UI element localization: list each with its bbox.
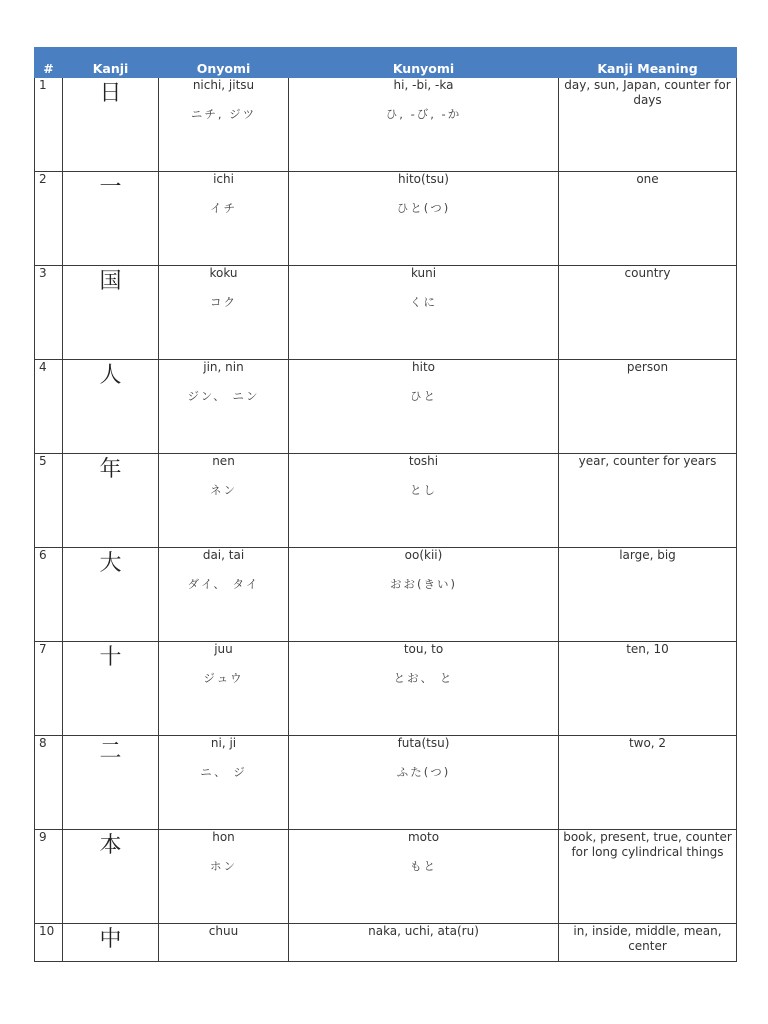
kanji-character: 大	[63, 548, 159, 642]
table-row	[35, 736, 737, 830]
kunyomi-kana: ひと(つ)	[396, 201, 451, 215]
header-number: #	[35, 48, 63, 78]
meaning-cell: country	[559, 266, 737, 360]
kunyomi-romaji: kuni	[410, 266, 437, 280]
kanji-character: 本	[63, 830, 159, 924]
kanji-character: 国	[63, 266, 159, 360]
onyomi-cell	[159, 736, 289, 830]
kunyomi-kana: もと	[410, 859, 437, 873]
row-number: 3	[35, 266, 63, 360]
row-number: 2	[35, 172, 63, 266]
kunyomi-kana: とし	[410, 483, 437, 497]
onyomi-romaji: jin, nin	[203, 360, 244, 374]
kunyomi-cell	[289, 360, 559, 454]
onyomi-kana: ジュウ	[203, 671, 244, 685]
onyomi-cell	[159, 78, 289, 172]
kunyomi-kana: おお(きい)	[390, 577, 457, 591]
onyomi-kana: ニ、 ジ	[200, 765, 247, 779]
header-onyomi: Onyomi	[159, 48, 289, 78]
kanji-character: 日	[63, 78, 159, 172]
meaning-cell: ten, 10	[559, 642, 737, 736]
kunyomi-cell	[289, 266, 559, 360]
onyomi-romaji: dai, tai	[202, 548, 245, 562]
onyomi-cell	[159, 360, 289, 454]
table-row	[35, 830, 737, 924]
meaning-cell: in, inside, middle, mean, center	[559, 924, 737, 962]
kunyomi-cell	[289, 736, 559, 830]
kunyomi-kana: ひと	[410, 389, 437, 403]
onyomi-cell	[159, 266, 289, 360]
kunyomi-romaji: hi, -bi, -ka	[393, 78, 454, 92]
onyomi-cell	[159, 548, 289, 642]
table-row	[35, 360, 737, 454]
kunyomi-cell	[289, 172, 559, 266]
kunyomi-romaji: tou, to	[403, 642, 444, 656]
meaning-cell: person	[559, 360, 737, 454]
table-row	[35, 454, 737, 548]
row-number: 8	[35, 736, 63, 830]
onyomi-romaji: nichi, jitsu	[192, 78, 255, 92]
kunyomi-kana: とお、 と	[393, 671, 454, 685]
kunyomi-cell	[289, 454, 559, 548]
kunyomi-romaji: futa(tsu)	[397, 736, 450, 750]
onyomi-kana: ダイ、 タイ	[187, 577, 260, 591]
kanji-character: 年	[63, 454, 159, 548]
meaning-cell: two, 2	[559, 736, 737, 830]
meaning-cell: book, present, true, counter for long cylindrical things	[559, 830, 737, 924]
header-kanji: Kanji	[63, 48, 159, 78]
kanji-character: 二	[63, 736, 159, 830]
meaning-cell: one	[559, 172, 737, 266]
kanji-character: 一	[63, 172, 159, 266]
onyomi-kana: ホン	[210, 859, 237, 873]
meaning-cell: year, counter for years	[559, 454, 737, 548]
row-number: 10	[35, 924, 63, 962]
row-number: 4	[35, 360, 63, 454]
onyomi-cell	[159, 172, 289, 266]
kanji-table	[34, 47, 737, 962]
row-number: 6	[35, 548, 63, 642]
table-row	[35, 172, 737, 266]
table-header-row	[35, 48, 737, 78]
row-number: 5	[35, 454, 63, 548]
onyomi-cell	[159, 924, 289, 962]
table-row	[35, 924, 737, 962]
onyomi-romaji: juu	[214, 642, 233, 656]
kunyomi-kana: ふた(つ)	[396, 765, 451, 779]
table-row	[35, 548, 737, 642]
kanji-character: 人	[63, 360, 159, 454]
onyomi-kana: コク	[210, 295, 237, 309]
kunyomi-romaji: naka, uchi, ata(ru)	[368, 924, 479, 938]
onyomi-cell	[159, 830, 289, 924]
onyomi-kana: イチ	[210, 201, 237, 215]
row-number: 9	[35, 830, 63, 924]
kunyomi-cell	[289, 830, 559, 924]
kunyomi-romaji: moto	[407, 830, 440, 844]
header-kunyomi: Kunyomi	[289, 48, 559, 78]
meaning-cell: day, sun, Japan, counter for days	[559, 78, 737, 172]
kanji-character: 中	[63, 924, 159, 962]
row-number: 1	[35, 78, 63, 172]
onyomi-romaji: nen	[212, 454, 235, 468]
table-row	[35, 78, 737, 172]
kunyomi-cell	[289, 548, 559, 642]
onyomi-cell	[159, 642, 289, 736]
onyomi-romaji: ni, ji	[210, 736, 237, 750]
onyomi-romaji: koku	[209, 266, 238, 280]
onyomi-kana: ニチ, ジツ	[190, 107, 257, 121]
kunyomi-kana: くに	[410, 295, 437, 309]
kunyomi-cell	[289, 642, 559, 736]
onyomi-romaji: hon	[212, 830, 235, 844]
kunyomi-romaji: hito(tsu)	[398, 172, 449, 186]
kunyomi-romaji: toshi	[408, 454, 439, 468]
onyomi-cell	[159, 454, 289, 548]
kunyomi-cell	[289, 924, 559, 962]
kunyomi-romaji: oo(kii)	[404, 548, 443, 562]
meaning-cell: large, big	[559, 548, 737, 642]
onyomi-kana: ネン	[210, 483, 237, 497]
onyomi-romaji: chuu	[208, 924, 239, 938]
header-meaning: Kanji Meaning	[559, 48, 737, 78]
onyomi-romaji: ichi	[213, 172, 234, 186]
kunyomi-cell	[289, 78, 559, 172]
onyomi-kana: ジン、 ニン	[187, 389, 260, 403]
kunyomi-kana: ひ, -び, -か	[385, 107, 462, 121]
table-row	[35, 266, 737, 360]
table-row	[35, 642, 737, 736]
kanji-character: 十	[63, 642, 159, 736]
kunyomi-romaji: hito	[412, 360, 435, 374]
row-number: 7	[35, 642, 63, 736]
